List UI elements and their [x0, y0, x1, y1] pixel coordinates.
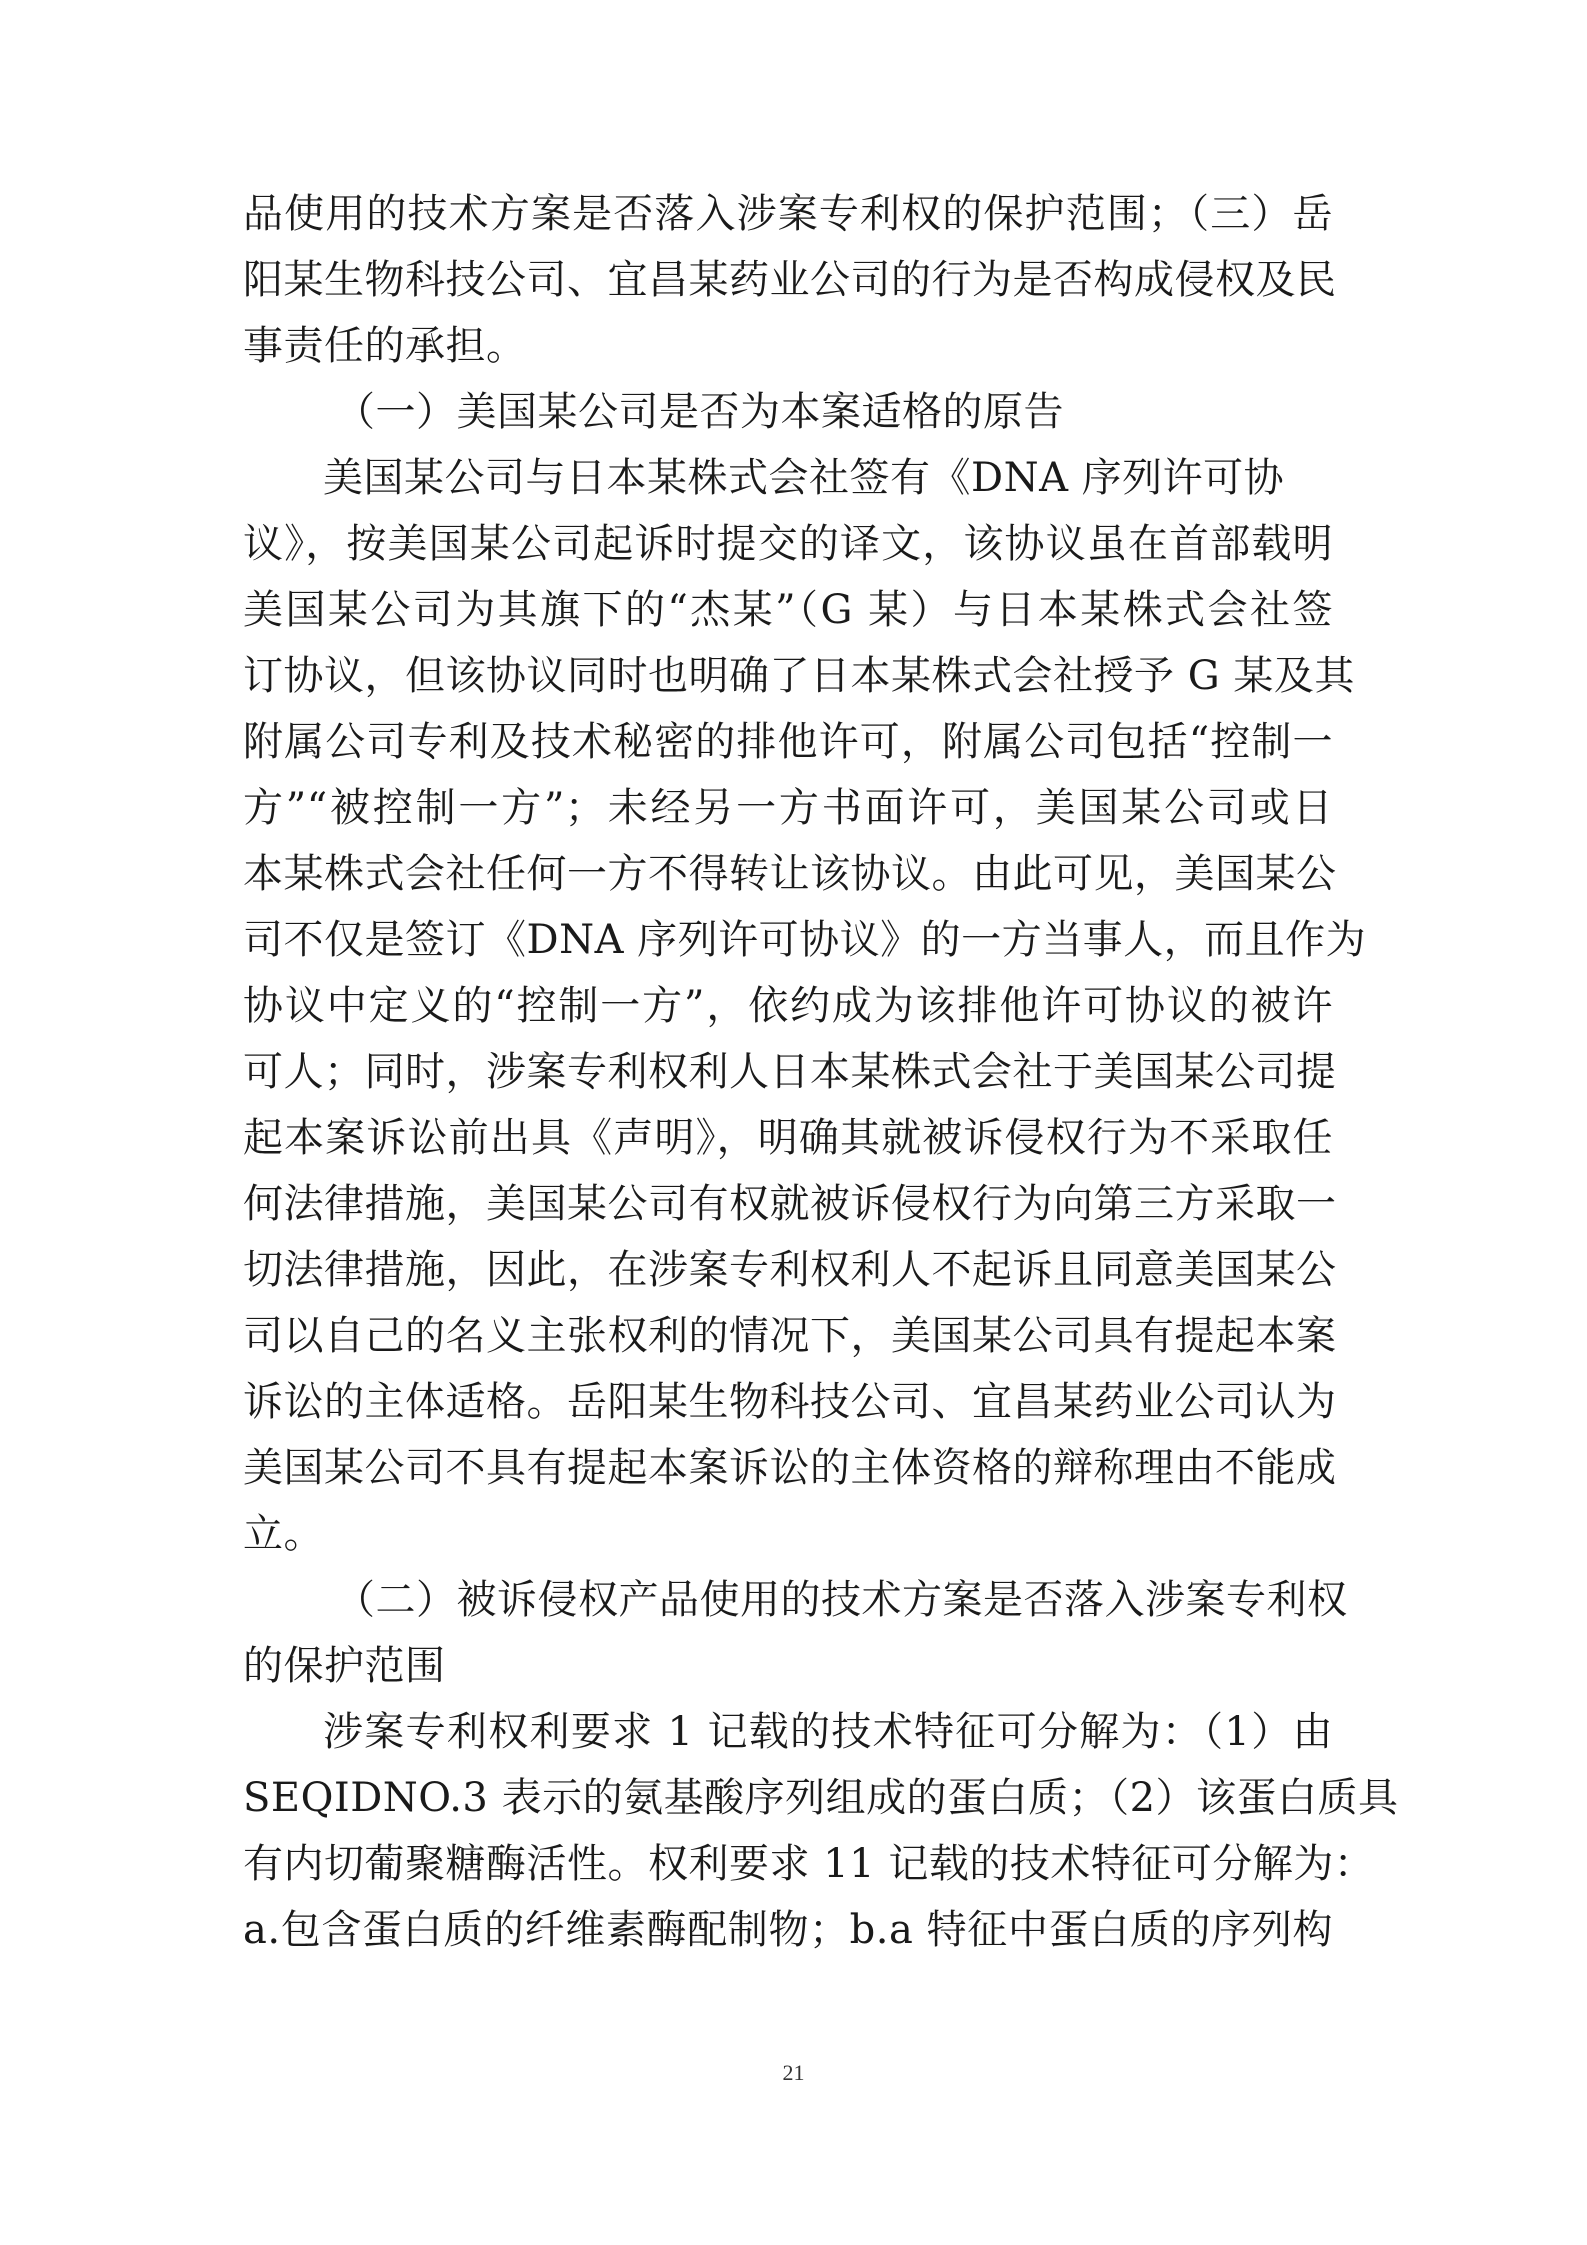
- text-line: 诉讼的主体适格。岳阳某生物科技公司、宜昌某药业公司认为: [243, 1379, 1337, 1425]
- text-line: 司不仅是签订《DNA 序列许可协议》的一方当事人，而且作为: [243, 917, 1367, 963]
- text-line: 订协议，但该协议同时也明确了日本某株式会社授予 G 某及其: [243, 653, 1355, 699]
- text-line: 立。: [243, 1511, 324, 1557]
- text-line: 方”“被控制一方”；未经另一方书面许可，美国某公司或日: [243, 785, 1333, 831]
- text-line: 本某株式会社任何一方不得转让该协议。由此可见，美国某公: [243, 851, 1337, 897]
- text-line: 阳某生物科技公司、宜昌某药业公司的行为是否构成侵权及民: [243, 257, 1337, 303]
- text-line: 美国某公司为其旗下的“杰某”（G 某）与日本某株式会社签: [243, 587, 1333, 633]
- text-line: 品使用的技术方案是否落入涉案专利权的保护范围；（三）岳: [243, 191, 1333, 237]
- section-heading: （二）被诉侵权产品使用的技术方案是否落入涉案专利权: [335, 1577, 1348, 1623]
- section-heading: （一）美国某公司是否为本案适格的原告: [335, 389, 1064, 435]
- section-heading-continued: 的保护范围: [243, 1643, 446, 1689]
- text-line: 可人；同时，涉案专利权利人日本某株式会社于美国某公司提: [243, 1049, 1337, 1095]
- text-line: 切法律措施，因此，在涉案专利权利人不起诉且同意美国某公: [243, 1247, 1337, 1293]
- text-line: 司以自己的名义主张权利的情况下，美国某公司具有提起本案: [243, 1313, 1337, 1359]
- text-line: a.包含蛋白质的纤维素酶配制物；b.a 特征中蛋白质的序列构: [243, 1907, 1333, 1953]
- text-line: 附属公司专利及技术秘密的排他许可，附属公司包括“控制一: [243, 719, 1333, 765]
- text-line: 美国某公司与日本某株式会社签有《DNA 序列许可协: [323, 455, 1285, 501]
- text-line: 起本案诉讼前出具《声明》，明确其就被诉侵权行为不采取任: [243, 1115, 1333, 1161]
- text-line: 涉案专利权利要求 1 记载的技术特征可分解为：（1）由: [323, 1709, 1333, 1755]
- text-line: 事责任的承担。: [243, 323, 527, 369]
- text-line: 议》，按美国某公司起诉时提交的译文，该协议虽在首部载明: [243, 521, 1333, 567]
- text-line: 美国某公司不具有提起本案诉讼的主体资格的辩称理由不能成: [243, 1445, 1337, 1491]
- text-line: 协议中定义的“控制一方”，依约成为该排他许可协议的被许: [243, 983, 1333, 1029]
- text-line: SEQIDNO.3 表示的氨基酸序列组成的蛋白质；（2）该蛋白质具: [243, 1775, 1399, 1821]
- text-line: 何法律措施，美国某公司有权就被诉侵权行为向第三方采取一: [243, 1181, 1337, 1227]
- page-number: 21: [782, 2060, 805, 2085]
- text-line: 有内切葡聚糖酶活性。权利要求 11 记载的技术特征可分解为：: [243, 1841, 1375, 1887]
